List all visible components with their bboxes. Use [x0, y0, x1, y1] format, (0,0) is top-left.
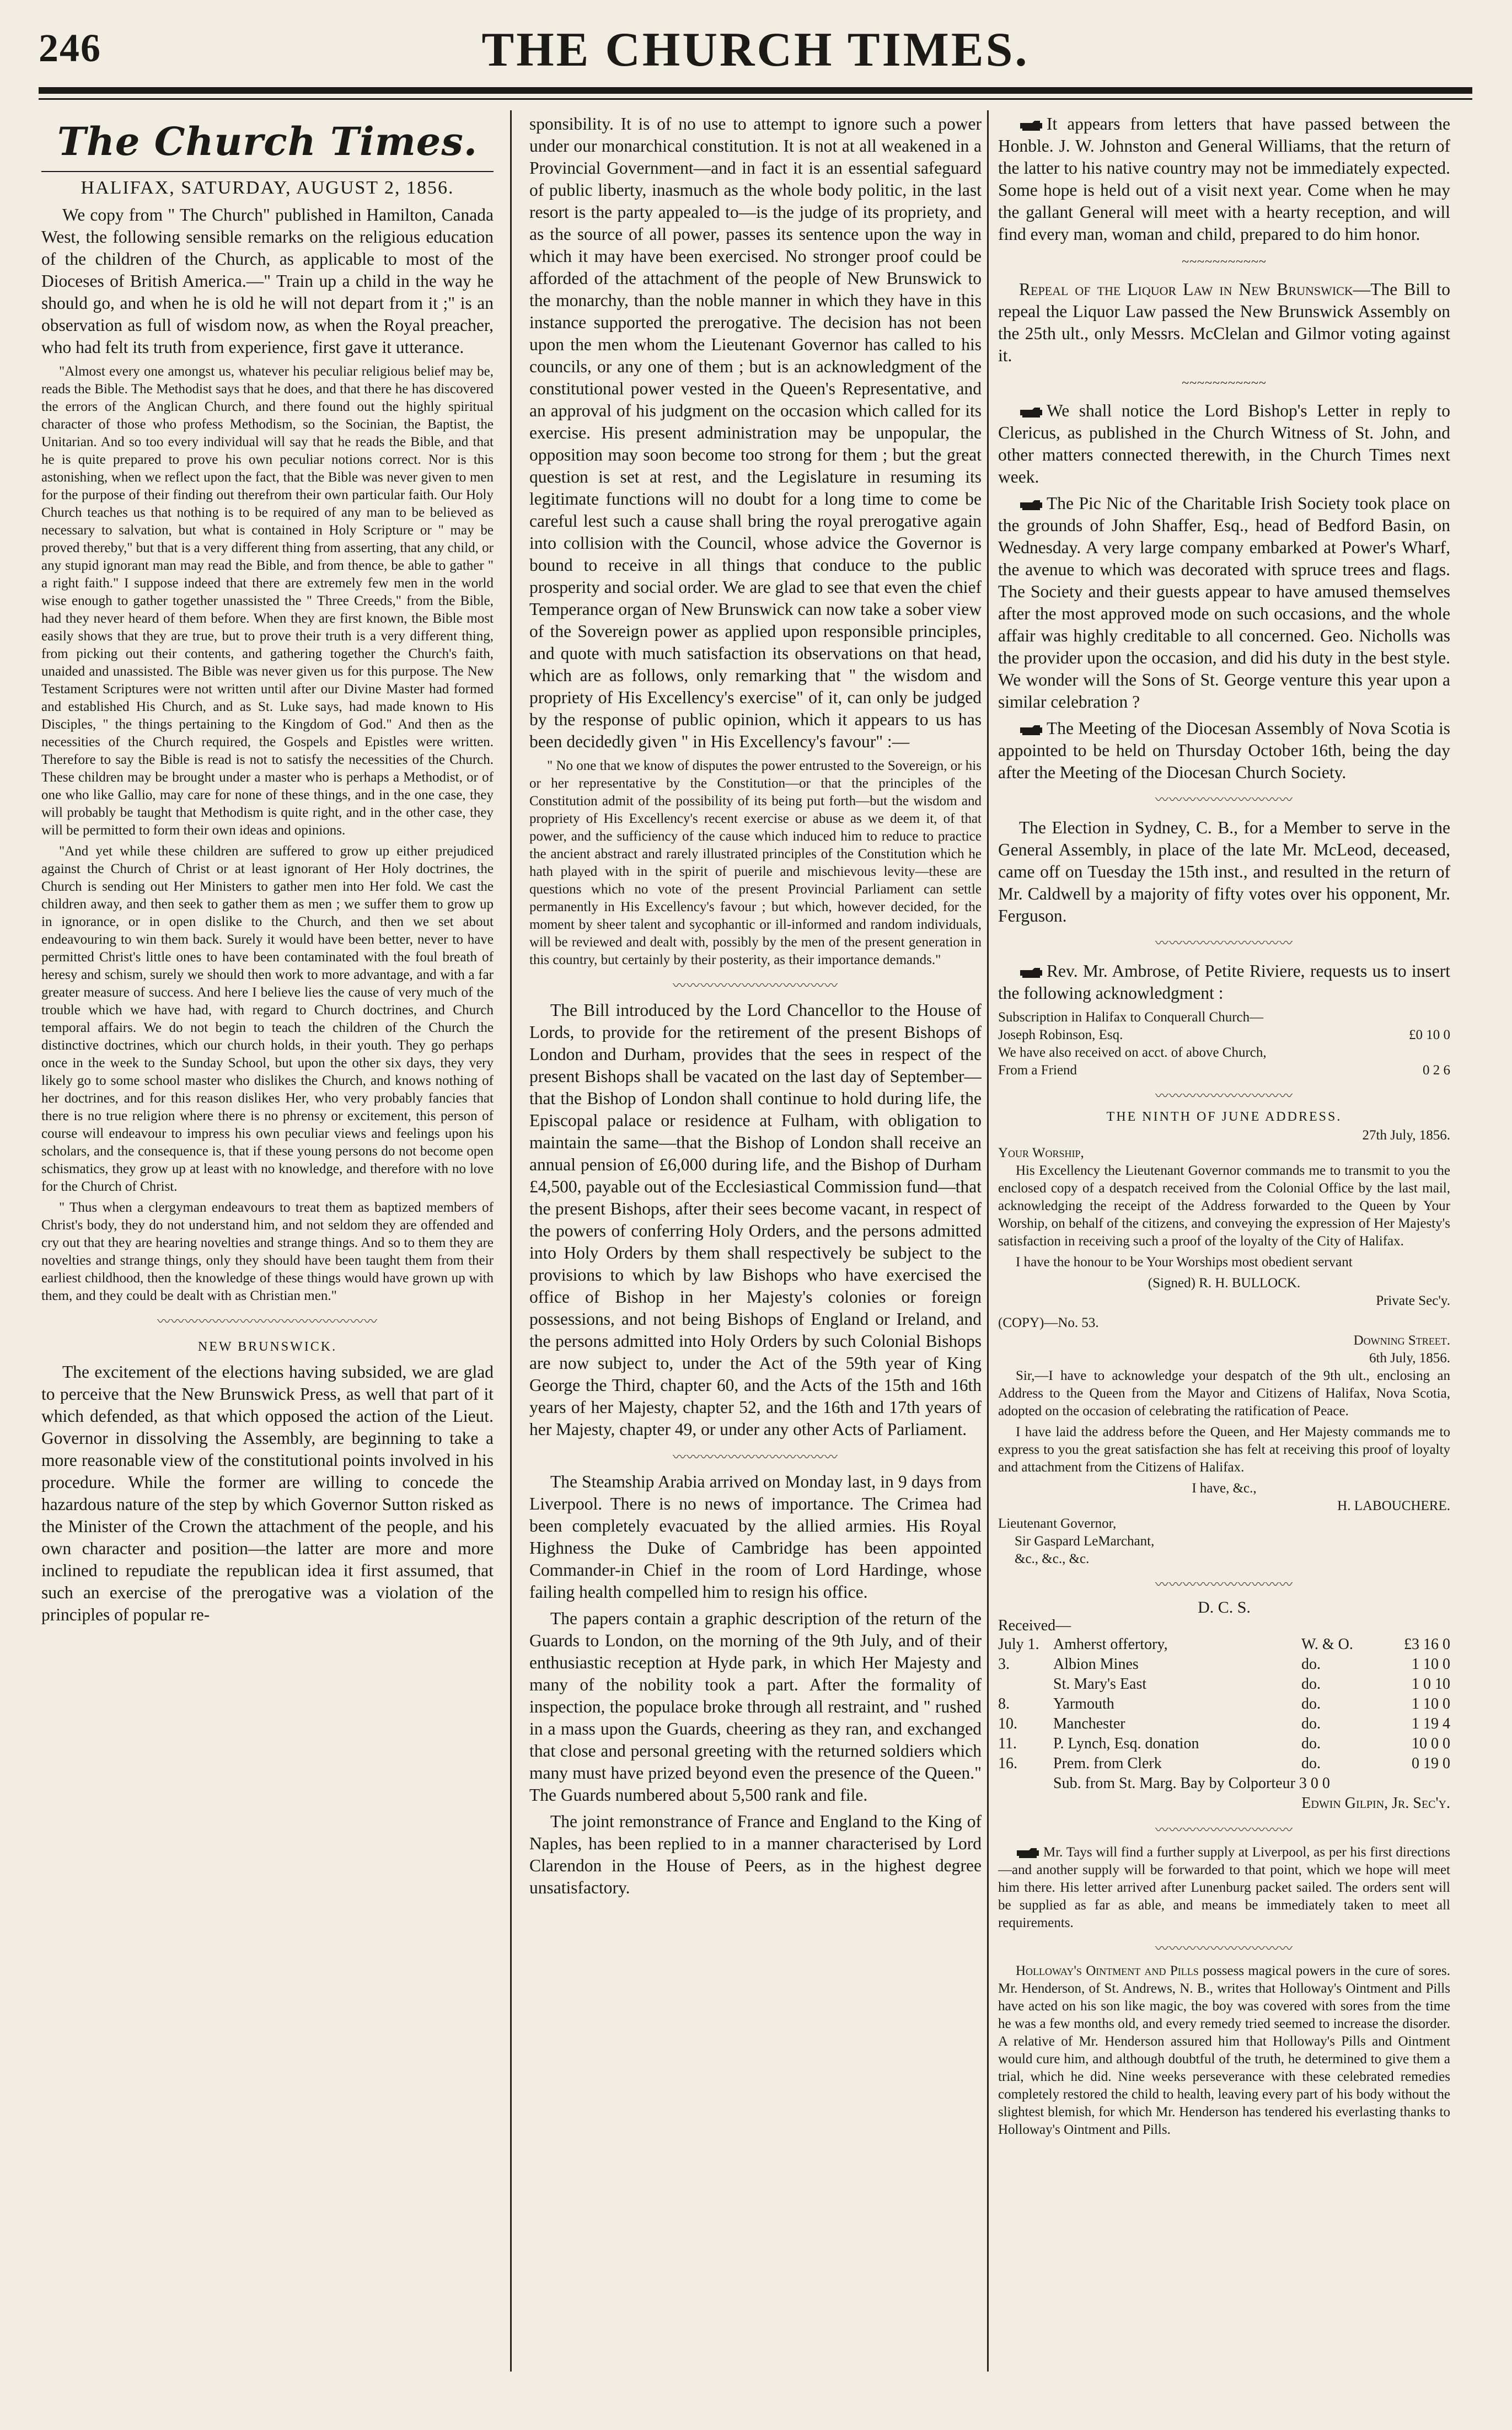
column-1 — [41, 113, 494, 2380]
quote-paragraph: "Almost every one amongst us, whatever his peculiar religious belief may be, reads the Bible. The Methodist says that he does, and that there he has discovered the errors of the Anglican Church, and there found out the highly spiritual character of those who profess Methodism, so the Socinian, the Baptist, the Unitarian. And so too every individual will say that he reads the Bible, and that he is quite prepared to prove his own peculiar notions correct. Nor is this astonishing, when we reflect upon the fact, that the Bible was never given to men for the purpose of their finding out therefrom their own particular faith. Our Holy Church teaches us that nothing is to be required of any man to be believed as necessary to salvation, but what is contained in Holy Scripture or " may be proved thereby," but that is a very different thing from asserting, that any child, or any stupid ignorant man may read the Bible, and from thence, be able to gather " a right faith." I suppose indeed that there are extremely few men in the world wise enough to gather together unassisted the " Three Creeds," from the Bible, had they never heard of them before. When they are first known, the Bible most easily shows that they are true, but to prove their truth is a very different thing, from picking out their contents, and gathering together the Church's faith, unaided and unassisted. The Bible was never given us for this purpose. The New Testament Scriptures were not written until after our Divine Master had formed and established His Church, and as St. Luke says, had made known to His Disciples, " the things pertaining to the Kingdom of God." And then as the necessities of the Church required, the Gospels and Epistles were written. Therefore to say the Bible is read is not to satisfy the necessities of the Church. These children may be brought under a master who is perhaps a Methodist, or of one who like Gallio, may care for none of these things, and in the one case, they will probably be taught that Methodism is quite right, and in the other case, they will be permitted to form their own ideas and opinions. — [41, 364, 494, 838]
article-paragraph: The excitement of the elections having subsided, we are glad to perceive that the New Brunswick Press, as well that part of it which defended, as that which opposed the action of the Lieut. Governor in dissolving the Assembly, are beginning to take a more reasonable view of the constitutional points involved in his procedure. While the former are willing to concede the hazardous nature of the step by which Governor Sutton risked as the Minister of the Crown the attachment of the people, and his own character and position—the latter are more and more inclined to repudiate the republican idea it first assumed, that such an exercise of the prerogative was a violation of the principles of popular re- — [41, 1362, 494, 1624]
page-number: 246 — [39, 26, 101, 70]
ornamental-divider: 〰〰〰〰〰〰〰〰〰〰 — [1155, 1089, 1293, 1104]
addressee-line: Sir Gaspard LeMarchant, — [1015, 1534, 1155, 1549]
bishops-bill-article — [529, 999, 982, 1441]
ornamental-divider: 〰〰〰〰〰〰〰〰〰〰〰〰〰〰〰〰 — [157, 1315, 378, 1329]
article-paragraph: The joint remonstrance of France and England to the King of Naples, has been replied to in a manner characterised by Lord Clarendon in the House of Peers, as in the highest degree unsatisfactory. — [529, 1812, 982, 1897]
notice-text: It appears from letters that have passed between the Honble. J. W. Johnston and General Williams, that the return of the latter to his native country may not be immediately expected. Some hope is held out of a visit next year. Come when he may the gallant General will meet with a hearty reception, and will find every man, woman and child, prepared to do him honor. — [998, 114, 1450, 244]
receipt-source: Yarmouth — [1053, 1695, 1114, 1712]
column-divider — [510, 110, 512, 2372]
receipt-mark: do. — [1301, 1676, 1321, 1693]
article-paragraph: sponsibility. It is of no use to attempt to ignore such a power under our monarchical constitution. It is not at all weakened in a Provincial Government—and in fact it is an essential safeguard of public liberty, inasmuch as the whole body politic, in the last resort is the party appealed to—is the judge of its propriety, and as the source of all power, passes its sentence upon the way in which it may have been exercised. No stronger proof could be afforded of the attachment of the people of New Brunswick to the monarchy, than the noble manner in which they have in this instance supported the prerogative. The decision has not been upon the men whom the Lieutenant Governor has called to his councils, or any one of them ; but is an acknowledgment of the constitutional power vested in the Queen's Representative, and an approval of his judgment on the occasion which called for its exercise. His present administration may be unpopular, the opposition may soon become too strong for them ; but the great question is set at rest, and the Legislature in resuming its legitimate functions will no doubt for a long time to come be careful lest such a cause shall bring the royal prerogative again into collision with the Council, whose advice the Governor is bound to receive in all things that conduce to the public prosperity and social order. We are glad to see that even the chief Temperance organ of New Brunswick can now take a sober view of the Sovereign power as applied upon responsible principles, and quote with much satisfaction its observations on that head, which are as follows, only remarking that " the wisdom and propriety of His Excellency's exercise" of it, can only be judged by the response of public opinion, which it appears to us has been decidedly given " in His Excellency's favour" :— — [529, 114, 982, 751]
quote-paragraph: " Thus when a clergyman endeavours to treat them as baptized members of Christ's body, they do not understand him, and not seldom they are offended and cry out that they are hearing novelties and strange things. And so to them they are novelties and strange things, only they should have been taught them from their earliest childhood, then the knowledge of these things would have grown up with them, and they could be dealt with as Christian men." — [41, 1200, 494, 1303]
letter-date: 6th July, 1856. — [1369, 1351, 1450, 1366]
signature: (Signed) R. H. BULLOCK. — [1148, 1276, 1301, 1291]
article-paragraph: The papers contain a graphic description of the return of the Guards to London, on the morning of the 9th July, and of their enthusiastic reception at Hyde park, in which Her Majesty and many of the nobility took a part. After the formality of inspection, the populace broke through all restraint, and " rushed in a mass upon the Guards, cheering as they ran, and exchanged that close and personal greeting with the returned soldiers which many must have prized beyond even the presence of the Queen." The Guards numbered about 5,500 rank and file. — [529, 1609, 982, 1805]
ornamental-divider: ~~~~~~~~~~~ — [1182, 376, 1267, 390]
letter-paragraph: I have the honour to be Your Worships most obedient servant — [1016, 1255, 1353, 1270]
table-row — [998, 1694, 1450, 1714]
notice-heading: Repeal of the Liquor Law in New Brunswick — [1019, 280, 1353, 299]
secretary-signature: Edwin Gilpin, Jr. Sec'y. — [1301, 1795, 1450, 1812]
notice-paragraph — [998, 400, 1450, 488]
receipt-amount: 1 10 0 — [1412, 1695, 1450, 1712]
notice-text: —The Bill to repeal the Liquor Law passed the New Brunswick Assembly on the 25th ult., only Messrs. McClelan and Gilmor voting against it. — [998, 280, 1450, 365]
subscription-row — [998, 1062, 1450, 1079]
quote-paragraph: "And yet while these children are suffered to grow up either prejudiced against the Church of Christ or at least ignorant of Her Holy doctrines, the Church is sending out Her Ministers to gather men into Her fold. We cast the children away, and then seek to gather them as men ; we suffer them to grow up in ignorance, or in open dislike to the Church, and then we set about endeavouring to win them back. Surely it would have been better, never to have permitted Christ's little ones to have been contaminated with the foul breath of heresy and schism, surely we should then work to more advantage, and with a far greater measure of success. And here I believe lies the cause of very much of the trouble which we have had, with regard to Church doctrines, and Church temporal affairs. We do not begin to teach the children of the Church the distinctive doctrines, which our church holds, in their youth. They go perhaps once in the week to the Sunday School, but upon the other six days, they very likely go to some school master who dislikes the Church, and knows nothing of her doctrines, and for this reason dislikes Her, who very probably fancies that there is no true religion where there is no phrensy or excitement, this person of course will endeavour to impress his own peculiar views and feelings upon his scholars, and the consequence is, that if these young persons do not become open schismatics, they grow up at least with no knowledge, and therefore with no love for the Church of Christ. — [41, 844, 494, 1194]
signature: H. LABOUCHERE. — [1337, 1498, 1450, 1513]
letter-origin: Downing Street. — [1353, 1333, 1450, 1348]
signature-title: Private Sec'y. — [1376, 1293, 1450, 1308]
table-row — [998, 1655, 1450, 1674]
receipt-date: July 1. — [998, 1636, 1039, 1653]
running-head — [39, 22, 1472, 83]
subscription-line: We have also received on acct. of above Church, — [998, 1045, 1267, 1060]
advert-text: possess magical powers in the cure of sores. Mr. Henderson, of St. Andrews, N. B., writes that Holloway's Ointment and Pills have acted on his son like magic, the boy was covered with sores from the time he was a few months old, and every remedy tried seemed to increase the disorder. A relative of Mr. Henderson assured him that Holloway's Pills and Ointment would cure him, and although doubtful of the truth, he determined to give them a trial, which he did. Nine weeks perseverance with these celebrated remedies completely restored the child to health, leaving every part of his body without the slightest blemish, for which Mr. Henderson has tendered his everlasting thanks to Holloway's Ointment and Pills. — [998, 1963, 1450, 2137]
receipt-amount: £3 16 0 — [1404, 1636, 1450, 1653]
table-row — [998, 1734, 1450, 1754]
notice-paragraph — [998, 493, 1450, 713]
receipt-source: Albion Mines — [1053, 1656, 1139, 1673]
receipt-amount: 1 0 10 — [1412, 1676, 1450, 1693]
masthead-title: The Church Times. — [57, 119, 478, 164]
new-brunswick-continued — [529, 113, 982, 753]
notices-small — [998, 1844, 1450, 1932]
ornamental-divider: 〰〰〰〰〰〰〰〰〰〰 — [1155, 1578, 1293, 1592]
notice-text: We shall notice the Lord Bishop's Letter in reply to Clericus, as published in the Church Witness of St. John, and other matters connected therewith, in the Church Times next week. — [998, 401, 1450, 486]
table-row — [998, 1674, 1450, 1694]
receipt-mark: do. — [1301, 1735, 1321, 1752]
pointing-hand-icon — [1019, 967, 1043, 979]
subscription-list — [998, 1009, 1450, 1079]
receipt-amount: 10 0 0 — [1412, 1735, 1450, 1752]
receipt-source: Amherst offertory, — [1053, 1636, 1168, 1653]
notice-paragraph: The Election in Sydney, C. B., for a Member to serve in the General Assembly, in place of the late Mr. McLeod, deceased, came off on Tuesday the 15th inst., and resulted in the return of Mr. Caldwell by a majority of fifty votes over his opponent, Mr. Ferguson. — [998, 818, 1450, 925]
subscriber-name: Joseph Robinson, Esq. — [998, 1027, 1123, 1042]
notice-paragraph — [998, 113, 1450, 245]
quote-paragraph: " No one that we know of disputes the power entrusted to the Sovereign, or his or her representative by the Constitution—or that the principles of the Constitution admit of the possibility of its being put forth—but the wisdom and propriety of His Excellency's recent exercise or abuse as we deem it, of that power, and the sufficiency of the cause which induced him to reduce to practice the ancient abstract and rarely illustrated principles of the Constitution which he hath played with in the spirit of puerile and mischievous levity—these are questions which no vote of the present Provincial Parliament can settle permanently in His Excellency's favour ; but which, however decided, for the moment by sheer talent and sycophantic or ill-informed and random individuals, will be reviewed and dealt with, possibly by the men of the present generation in this country, but certainly by their posterity, as their importance demands." — [529, 758, 982, 967]
pointing-hand-icon — [1019, 724, 1043, 736]
temperance-quote — [529, 757, 982, 969]
table-row — [998, 1635, 1450, 1655]
receipts-table — [998, 1635, 1450, 1813]
editorial-article — [41, 204, 494, 358]
receipt-source: Prem. from Clerk — [1053, 1755, 1162, 1772]
subscription-amount: 0 2 6 — [1423, 1063, 1450, 1078]
receipt-amount: 1 19 4 — [1412, 1715, 1450, 1732]
receipt-date: 16. — [998, 1755, 1017, 1772]
advertisement — [998, 1962, 1450, 2139]
letter-salutation: Your Worship, — [998, 1146, 1084, 1160]
header-rule-thick — [39, 87, 1472, 94]
notice-paragraph — [998, 279, 1450, 367]
ornamental-divider: 〰〰〰〰〰〰〰〰〰〰 — [1155, 1942, 1293, 1956]
received-label: Received— — [998, 1617, 1071, 1634]
receipt-date — [998, 1674, 1053, 1694]
copy-heading: (COPY)—No. 53. — [998, 1315, 1099, 1330]
notice-paragraph — [998, 1844, 1450, 1932]
ornamental-divider: 〰〰〰〰〰〰〰〰〰〰 — [1155, 1823, 1293, 1838]
ornamental-divider: 〰〰〰〰〰〰〰〰〰〰 — [1155, 793, 1293, 807]
table-row — [998, 1714, 1450, 1734]
receipt-date: 10. — [998, 1715, 1017, 1732]
section-heading: THE NINTH OF JUNE ADDRESS. — [1106, 1110, 1342, 1124]
letter-closing: I have, &c., — [1192, 1481, 1257, 1496]
notices — [998, 113, 1450, 1004]
section-heading: D. C. S. — [1198, 1598, 1251, 1617]
article-paragraph: The Steamship Arabia arrived on Monday last, in 9 days from Liverpool. There is no news of importance. The Crimea had been completely evacuated by the allied armies. His Royal Highness the Duke of Cambridge has been appointed Commander-in Chief in the room of Lord Hardinge, whose failing health compelled him to resign his office. — [529, 1472, 982, 1602]
table-row — [998, 1754, 1450, 1774]
letter-paragraph: His Excellency the Lieutenant Governor commands me to transmit to you the enclosed copy of a despatch received from the Colonial Office by the last mail, acknowledging the receipt of the Address forwarded to the Queen by Your Worship, on behalf of the citizens, and conveying the expression of Her Majesty's satisfaction in receiving such a proof of the loyalty of the City of Halifax. — [998, 1163, 1450, 1249]
article-lead: We copy from " The Church" published in Hamilton, Canada West, the following sensible remarks on the religious education of the children of the Church, as applicable to most of the Dioceses of British America.—" Train up a child in the way he should go, and when he is old he will not depart from it ;" is an observation as full of wisdom now, as when the Royal preacher, who had felt its truth from experience, first gave it utterance. — [41, 205, 494, 357]
colporteur-line: Sub. from St. Marg. Bay by Colporteur 3 0 0 — [1053, 1775, 1330, 1792]
notice-text: Rev. Mr. Ambrose, of Petite Riviere, requests us to insert the following acknowledgment : — [998, 961, 1450, 1003]
advert-heading: Holloway's Ointment and Pills — [1016, 1963, 1199, 1978]
pointing-hand-icon — [1019, 120, 1043, 132]
notice-paragraph — [998, 718, 1450, 784]
receipt-mark: do. — [1301, 1715, 1321, 1732]
new-brunswick-article — [41, 1361, 494, 1626]
notice-text: The Pic Nic of the Charitable Irish Society took place on the grounds of John Shaffer, Esq., head of Bedford Basin, on Wednesday. A very large company embarked at Power's Wharf, the avenue to which was decorated with spruce trees and flags. The Society and their guests appear to have amused themselves after the most approved mode on such occasions, and the whole affair was highly creditable to all concerned. Geo. Nicholls was the provider upon the occasion, and did his duty in the best style. We wonder will the Sons of St. George venture this year upon a similar celebration ? — [998, 494, 1450, 711]
receipt-date: 3. — [998, 1656, 1010, 1673]
addressee-line: &c., &c., &c. — [1015, 1551, 1090, 1566]
ornamental-divider: 〰〰〰〰〰〰〰〰〰〰〰〰 — [673, 979, 838, 993]
notice-text: Mr. Tays will find a further supply at Liverpool, as per his first directions—and another supply will be forwarded to that point, which we hope will meet him there. His letter arrived after Lunenburg packet sailed. The orders sent will be supplied as far as able, and means be immediately taken to meet all requirements. — [998, 1845, 1450, 1930]
header-rule-thin — [39, 98, 1472, 100]
receipt-source: P. Lynch, Esq. donation — [1053, 1735, 1199, 1752]
receipt-source: St. Mary's East — [1053, 1676, 1147, 1693]
subscription-amount: £0 10 0 — [1409, 1027, 1450, 1042]
receipt-mark: do. — [1301, 1755, 1321, 1772]
paper-name: THE CHURCH TIMES. — [481, 23, 1030, 77]
column-3 — [998, 113, 1450, 2380]
article-paragraph: The Bill introduced by the Lord Chancellor to the House of Lords, to provide for the retirement of the present Bishops of London and Durham, provides that the sees in respect of the present Bishops shall be vacated on the last day of September—that the Bishop of London shall continue to hold during life, the Episcopal palace or residence at Fulham, with obligation to maintain the same—that the Bishop of London shall receive an annual pension of £6,000 during life, and the Bishop of Durham £4,500, payable out of the Ecclesiastical Commission fund—that the present Bishops, after their sees become vacant, in respect of the powers of conferring Holy Orders, and the persons admitted into Holy Orders by them shall respectively be subject to the provisions to which by law Bishops who have exercised the office of Bishop in her Majesty's colonies or foreign possessions, and not being Bishops of England or Ireland, and the persons admitted into Holy Orders by such Colonial Bishops are now subject to, under the Act of the 59th year of King George the Third, chapter 60, and the Acts of the 15th and 16th years of her Majesty, chapter 52, and the 16th and 17th years of her Majesty, chapter 49, or under any other Acts of Parliament. — [529, 1000, 982, 1439]
addressee-line: Lieutenant Governor, — [998, 1516, 1117, 1531]
receipt-date: 8. — [998, 1695, 1010, 1712]
column-2 — [529, 113, 982, 2380]
subscriber-name: From a Friend — [998, 1063, 1077, 1078]
letter-paragraph: Sir,—I have to acknowledge your despatch of the 9th ult., enclosing an Address to the Queen from the Mayor and Citizens of Halifax, Nova Scotia, adopted on the occasion of celebrating the ratification of Peace. — [998, 1368, 1450, 1419]
letter-date: 27th July, 1856. — [1362, 1128, 1450, 1143]
notice-text: The Meeting of the Diocesan Assembly of Nova Scotia is appointed to be held on Thursday October 16th, being the day after the Meeting of the Diocesan Church Society. — [998, 719, 1450, 782]
notice-paragraph — [998, 960, 1450, 1004]
receipt-source: Manchester — [1053, 1715, 1125, 1732]
receipt-mark: do. — [1301, 1656, 1321, 1673]
ornamental-divider: ~~~~~~~~~~~ — [1182, 255, 1267, 269]
address-correspondence — [998, 1127, 1450, 1568]
receipt-mark: do. — [1301, 1695, 1321, 1712]
pointing-hand-icon — [1016, 1847, 1040, 1859]
section-heading: NEW BRUNSWICK. — [197, 1340, 337, 1354]
ornamental-divider: 〰〰〰〰〰〰〰〰〰〰 — [1155, 936, 1293, 951]
subscription-line: Subscription in Halifax to Conquerall Church— — [998, 1010, 1264, 1025]
quoted-extract — [41, 363, 494, 1305]
dateline: HALIFAX, SATURDAY, AUGUST 2, 1856. — [41, 171, 494, 199]
advert-paragraph — [998, 1962, 1450, 2139]
subscription-row — [998, 1026, 1450, 1044]
column-divider — [987, 110, 989, 2372]
receipt-mark: W. & O. — [1301, 1636, 1353, 1653]
ornamental-divider: 〰〰〰〰〰〰〰〰〰〰〰〰 — [673, 1450, 838, 1465]
receipt-amount: 0 19 0 — [1412, 1755, 1450, 1772]
pointing-hand-icon — [1019, 499, 1043, 511]
receipt-date: 11. — [998, 1735, 1017, 1752]
letter-paragraph: I have laid the address before the Queen, and Her Majesty commands me to express to you the great satisfaction she has felt at receiving this proof of loyalty and attachment from the Citizens of Halifax. — [998, 1425, 1450, 1475]
receipt-amount: 1 10 0 — [1412, 1656, 1450, 1673]
news-article — [529, 1471, 982, 1899]
pointing-hand-icon — [1019, 406, 1043, 419]
